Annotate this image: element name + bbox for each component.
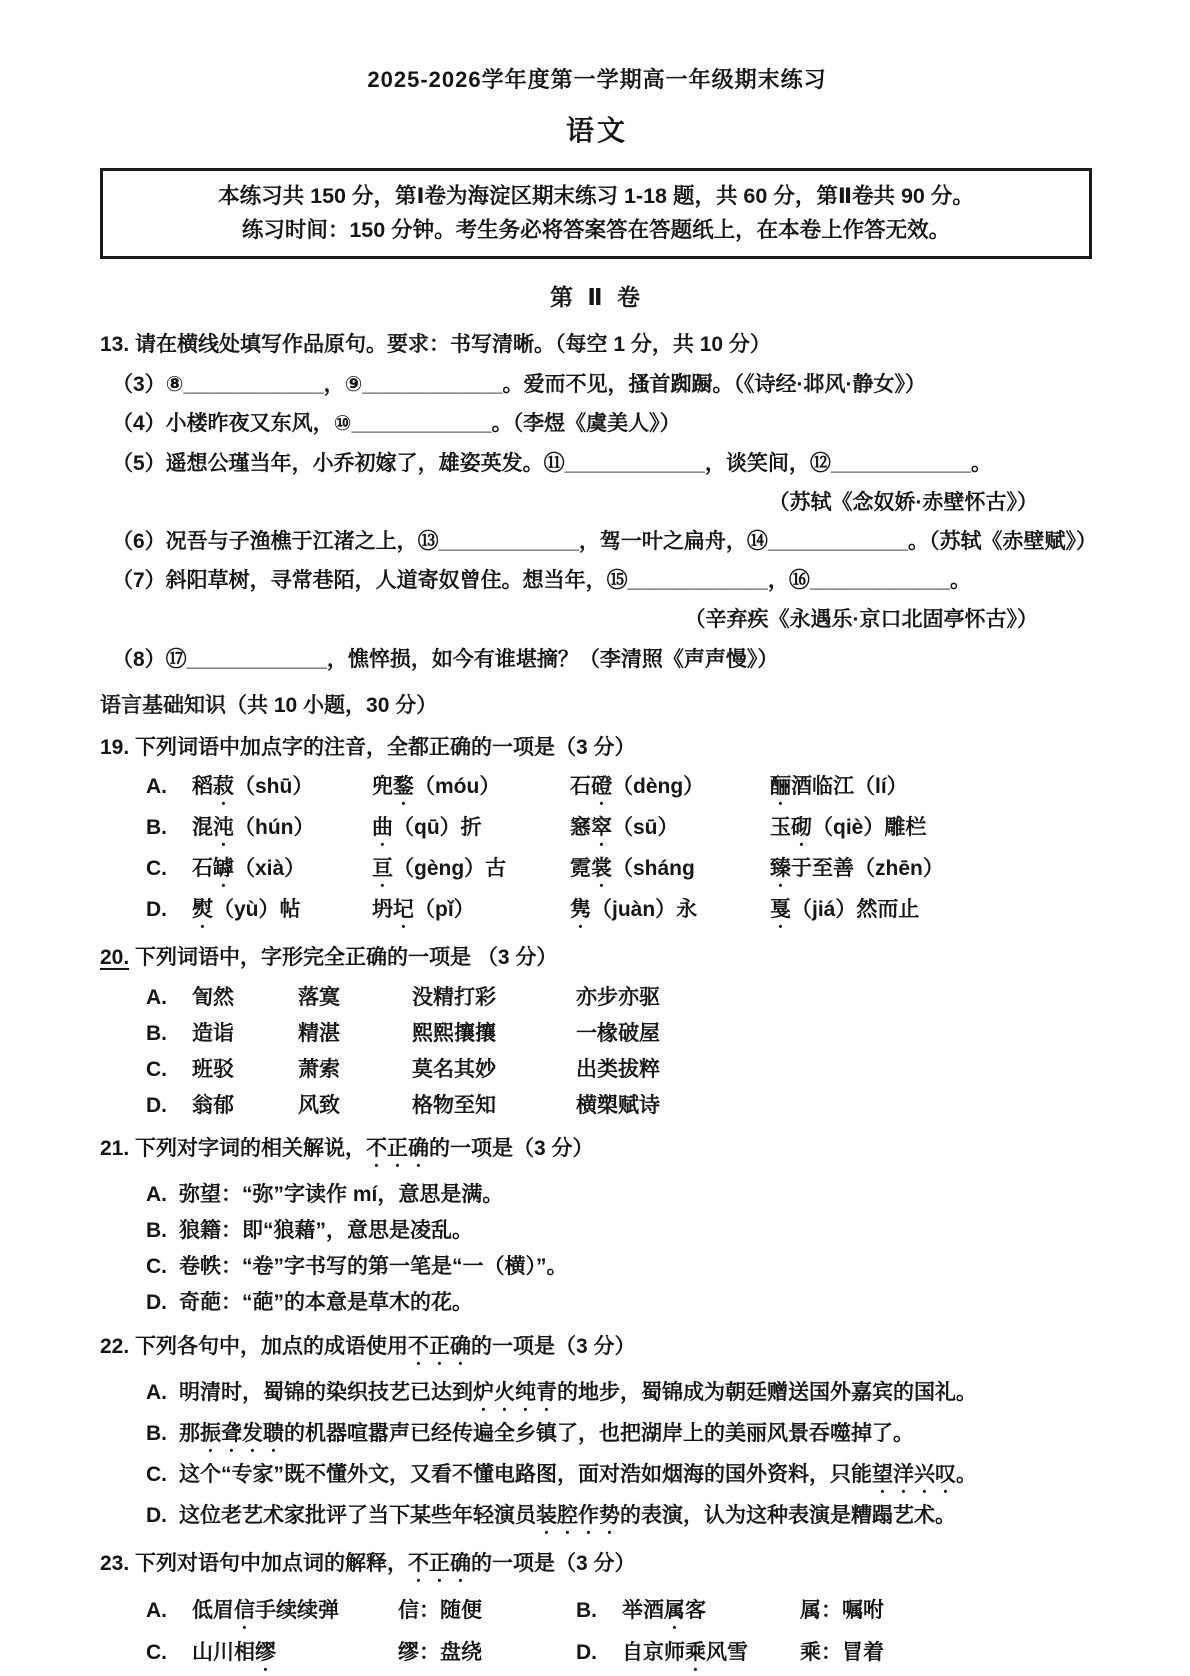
option-label: B. — [146, 1021, 167, 1045]
q20-word: 翁郁 — [192, 1094, 234, 1118]
q22-stem: 22. 下列各句中，加点的成语使用不正确的一项是（3 分） — [100, 1334, 636, 1358]
q19-option-row-a — [146, 769, 1094, 810]
q19-option-row-c — [146, 851, 1094, 892]
q22-option-text: 明清时，蜀锦的染织技艺已达到炉火纯青的地步，蜀锦成为朝廷赠送国外嘉宾的国礼。 — [179, 1380, 977, 1404]
option-label: A. — [146, 985, 167, 1009]
q19-option-row-d — [146, 892, 1094, 933]
q13-attribution-7: （辛弃疾《永遇乐·京口北固亭怀古》） — [684, 608, 1038, 632]
option-label: C. — [146, 1462, 167, 1486]
q21-option-text: 弥望：“弥”字读作 mí，意思是满。 — [179, 1183, 504, 1207]
option-label: D. — [146, 1503, 167, 1527]
q21-option-c — [146, 1249, 1094, 1285]
q19-word: 霓裳（sháng — [570, 857, 695, 881]
q20-word: 横槊赋诗 — [576, 1094, 660, 1118]
q19-word: 石罅（xià） — [192, 857, 306, 881]
notice-box — [100, 168, 1092, 259]
q13-line-4: （4）小楼昨夜又东风，⑩____________。（李煜《虞美人》） — [112, 412, 681, 436]
q19-word: 熨（yù）帖 — [192, 898, 301, 922]
q23-phrase: 山川相缪 — [192, 1640, 276, 1664]
q20-word: 訇然 — [192, 985, 234, 1009]
q20-word: 班驳 — [192, 1057, 234, 1081]
option-label: D. — [576, 1640, 597, 1664]
option-label: D. — [146, 1094, 167, 1118]
q22-option-text: 这位老艺术家批评了当下某些年轻演员装腔作势的表演，认为这种表演是糟蹋艺术。 — [179, 1503, 956, 1527]
q19-word: 坍圮（pǐ） — [372, 898, 475, 922]
q19-word: 戛（jiá）然而止 — [770, 898, 920, 922]
q20-stem-text: 下列词语中，字形完全正确的一项是 （3 分） — [129, 946, 558, 970]
q20-word: 没精打彩 — [412, 985, 496, 1009]
q19-word: 酾酒临江（lí） — [770, 775, 908, 799]
q19-word: 窸窣（sū） — [570, 816, 679, 840]
q13-line-7: （7）斜阳草树，寻常巷陌，人道寄奴曾住。想当年，⑮____________，⑯____________。 — [112, 569, 971, 593]
q21-option-b — [146, 1213, 1094, 1249]
q23-stem: 23. 下列对语句中加点词的解释，不正确的一项是（3 分） — [100, 1551, 636, 1575]
part-2-heading: 第 Ⅱ 卷 — [550, 283, 644, 310]
q20-word: 一椽破屋 — [576, 1021, 660, 1045]
exam-title: 2025-2026学年度第一学期高一年级期末练习 — [367, 67, 827, 92]
option-label: A. — [146, 1598, 167, 1622]
option-label: A. — [146, 775, 167, 799]
q13-line-8: （8）⑰____________，憔悴损，如今有谁堪摘？（李清照《声声慢》） — [112, 647, 779, 671]
option-label: C. — [146, 1640, 167, 1664]
q21-stem: 21. 下列对字词的相关解说，不正确的一项是（3 分） — [100, 1137, 594, 1161]
q20-word: 精湛 — [298, 1021, 340, 1045]
q20-word: 熙熙攘攘 — [412, 1021, 496, 1045]
q20-word: 萧索 — [298, 1057, 340, 1081]
q23-option-row-1 — [146, 1592, 1094, 1634]
option-label: C. — [146, 1255, 167, 1279]
q19-word: 石磴（dèng） — [570, 775, 705, 799]
q20-option-row-c — [146, 1052, 1094, 1088]
option-label: D. — [146, 898, 167, 922]
q23-gloss: 属：嘱咐 — [800, 1598, 884, 1622]
q20-option-row-a — [146, 980, 1094, 1016]
q19-word: 臻于至善（zhēn） — [770, 857, 944, 881]
q19-word: 兜鍪（móu） — [372, 775, 501, 799]
q19-word: 隽（juàn）永 — [570, 898, 698, 922]
q13-attribution-5: （苏轼《念奴娇·赤壁怀古》） — [768, 490, 1038, 514]
q13-line-3: （3）⑧____________，⑨____________。爱而不见，搔首踟蹰。（《诗经·邶风·静女》） — [112, 373, 927, 397]
q22-option-b — [146, 1416, 1094, 1457]
q20-option-row-d — [146, 1088, 1094, 1124]
q19-word: 稻菽（shū） — [192, 775, 314, 799]
q23-option-row-2 — [146, 1634, 1094, 1676]
q21-option-text: 狼籍：即“狼藉”，意思是凌乱。 — [179, 1219, 473, 1243]
q22-option-text: 那振聋发聩的机器喧嚣声已经传遍全乡镇了，也把湖岸上的美丽风景吞噬掉了。 — [179, 1421, 914, 1445]
q19-word: 玉砌（qiè）雕栏 — [770, 816, 927, 840]
q20-stem — [100, 941, 1094, 975]
q21-option-text: 奇葩：“葩”的本意是草木的花。 — [179, 1291, 473, 1315]
q13-stem: 13. 请在横线处填写作品原句。要求：书写清晰。（每空 1 分，共 10 分） — [100, 332, 771, 356]
q13-line-5: （5）遥想公瑾当年，小乔初嫁了，雄姿英发。⑪____________，谈笑间，⑫____________。 — [112, 451, 992, 475]
option-label: B. — [576, 1598, 597, 1622]
language-basics-heading: 语言基础知识（共 10 小题，30 分） — [100, 693, 438, 717]
option-label: C. — [146, 1057, 167, 1081]
q23-gloss: 信：随便 — [398, 1598, 482, 1622]
notice-line-2: 练习时间：150 分钟。考生务必将答案答在答题纸上，在本卷上作答无效。 — [241, 218, 951, 243]
q20-number: 20. — [100, 946, 130, 970]
option-label: C. — [146, 857, 167, 881]
q22-option-d — [146, 1498, 1094, 1539]
q20-word: 莫名其妙 — [412, 1057, 496, 1081]
q19-word: 混沌（hún） — [192, 816, 315, 840]
q20-word: 格物至知 — [412, 1094, 496, 1118]
notice-line-1: 本练习共 150 分，第Ⅰ卷为海淀区期末练习 1-18 题，共 60 分，第Ⅱ卷共 90 分。 — [218, 183, 974, 208]
q13-line-6: （6）况吾与子渔樵于江渚之上，⑬____________，驾一叶之扁舟，⑭____________。（苏轼《赤壁赋》） — [112, 530, 1097, 554]
q19-word: 亘（gèng）古 — [372, 857, 507, 881]
q22-option-a — [146, 1375, 1094, 1416]
q20-option-row-b — [146, 1016, 1094, 1052]
q21-option-text: 卷帙：“卷”字书写的第一笔是“一（横）”。 — [179, 1255, 568, 1279]
q20-word: 风致 — [298, 1094, 340, 1118]
q23-phrase: 自京师乘风雪 — [622, 1640, 748, 1664]
option-label: A. — [146, 1380, 167, 1404]
q20-word: 落寞 — [298, 985, 340, 1009]
q23-phrase: 举酒属客 — [622, 1598, 706, 1622]
q19-stem: 19. 下列词语中加点字的注音，全都正确的一项是（3 分） — [100, 735, 636, 759]
option-label: D. — [146, 1291, 167, 1315]
option-label: B. — [146, 1219, 167, 1243]
q21-option-a — [146, 1177, 1094, 1213]
option-label: B. — [146, 1421, 167, 1445]
q19-option-row-b — [146, 810, 1094, 851]
q20-word: 亦步亦驱 — [576, 985, 660, 1009]
q20-word: 造诣 — [192, 1021, 234, 1045]
q23-phrase: 低眉信手续续弹 — [192, 1598, 339, 1622]
q19-word: 曲（qū）折 — [372, 816, 482, 840]
q23-gloss: 乘：冒着 — [800, 1640, 884, 1664]
option-label: B. — [146, 816, 167, 840]
q22-option-c — [146, 1457, 1094, 1498]
q23-gloss: 缪：盘绕 — [398, 1640, 482, 1664]
exam-subject: 语文 — [565, 115, 628, 147]
q21-option-d — [146, 1285, 1094, 1321]
q20-word: 出类拔粹 — [576, 1057, 660, 1081]
q22-option-text: 这个“专家”既不懂外文，又看不懂电路图，面对浩如烟海的国外资料，只能望洋兴叹。 — [179, 1462, 977, 1486]
option-label: A. — [146, 1183, 167, 1207]
